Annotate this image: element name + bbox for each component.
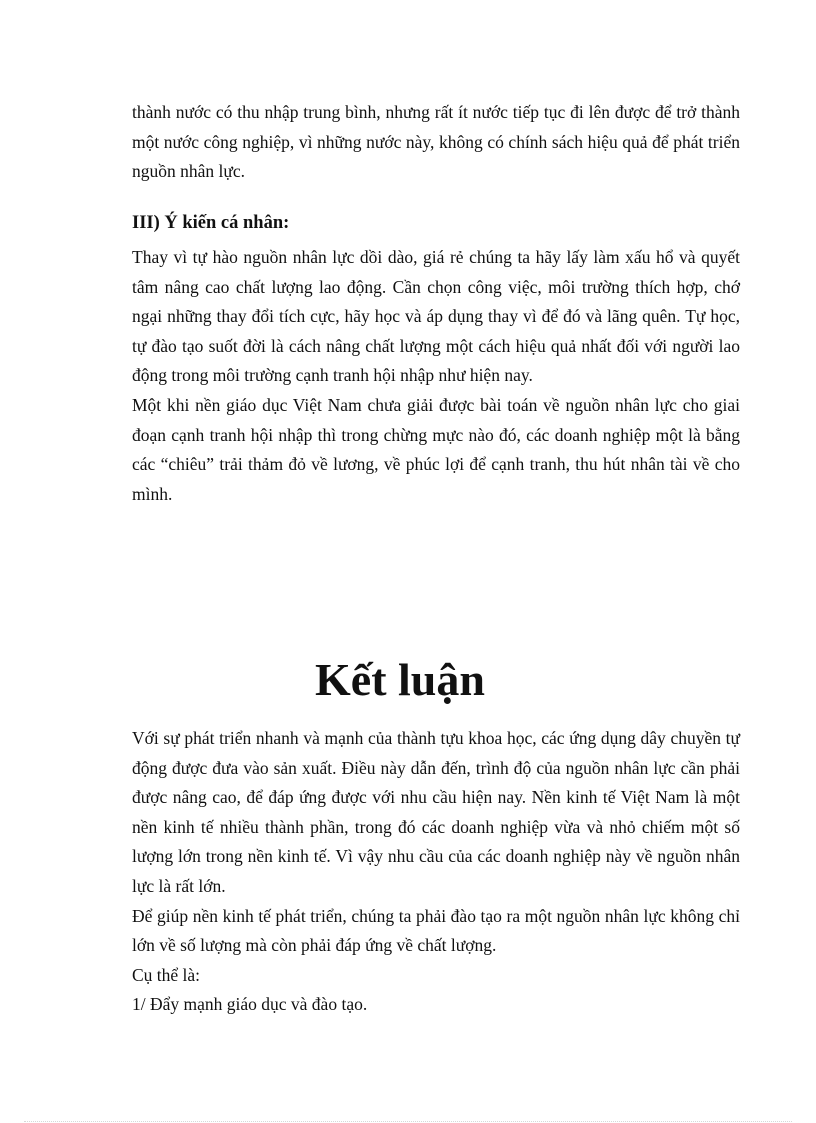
conclusion-section — [132, 724, 740, 1020]
conclusion-lead: Cụ thể là: — [132, 964, 201, 985]
intro-section — [132, 98, 740, 187]
intro-paragraph: thành nước có thu nhập trung bình, nhưng rất ít nước tiếp tục đi lên được để trở thành một nước công nghiệp, vì những nước này, không có chính sách hiệu quả để phát triển nguồn nhân lực. — [132, 102, 740, 182]
personal-opinion-section — [132, 243, 740, 509]
section-heading: III) Ý kiến cá nhân: — [132, 213, 290, 233]
conclusion-title: Kết luận — [315, 654, 485, 705]
page-bottom-rule — [24, 1121, 792, 1122]
conclusion-list-item-1: 1/ Đẩy mạnh giáo dục và đào tạo. — [132, 994, 368, 1015]
conclusion-paragraph-2: Để giúp nền kinh tế phát triển, chúng ta phải đào tạo ra một nguồn nhân lực không chỉ lớn về số lượng mà còn phải đáp ứng về chất lượng. — [132, 905, 740, 956]
conclusion-paragraph-1: Với sự phát triển nhanh và mạnh của thành tựu khoa học, các ứng dụng dây chuyền tự động được đưa vào sản xuất. Điều này dẫn đến, trình độ của nguồn nhân lực cần phải được nâng cao, để đáp ứng được với nhu cầu hiện nay. Nền kinh tế Việt Nam là một nền kinh tế nhiều thành phần, trong đó các doanh nghiệp vừa và nhỏ chiếm một số lượng lớn trong nền kinh tế. Vì vậy nhu cầu của các doanh nghiệp này về nguồn nhân lực là rất lớn. — [132, 728, 740, 896]
opinion-paragraph-1: Thay vì tự hào nguồn nhân lực dồi dào, giá rẻ chúng ta hãy lấy làm xấu hổ và quyết tâm nâng cao chất lượng lao động. Cần chọn công việc, môi trường thích hợp, chớ ngại những thay đổi tích cực, hãy học và áp dụng thay vì để đó và lãng quên. Tự học, tự đào tạo suốt đời là cách nâng chất lượng một cách hiệu quả nhất đối với người lao động trong môi trường cạnh tranh hội nhập như hiện nay. — [132, 247, 740, 386]
opinion-paragraph-2: Một khi nền giáo dục Việt Nam chưa giải được bài toán về nguồn nhân lực cho giai đoạn cạnh tranh hội nhập thì trong chừng mực nào đó, các doanh nghiệp một là bằng các “chiêu” trải thảm đỏ về lương, về phúc lợi để cạnh tranh, thu hút nhân tài về cho mình. — [132, 394, 740, 504]
